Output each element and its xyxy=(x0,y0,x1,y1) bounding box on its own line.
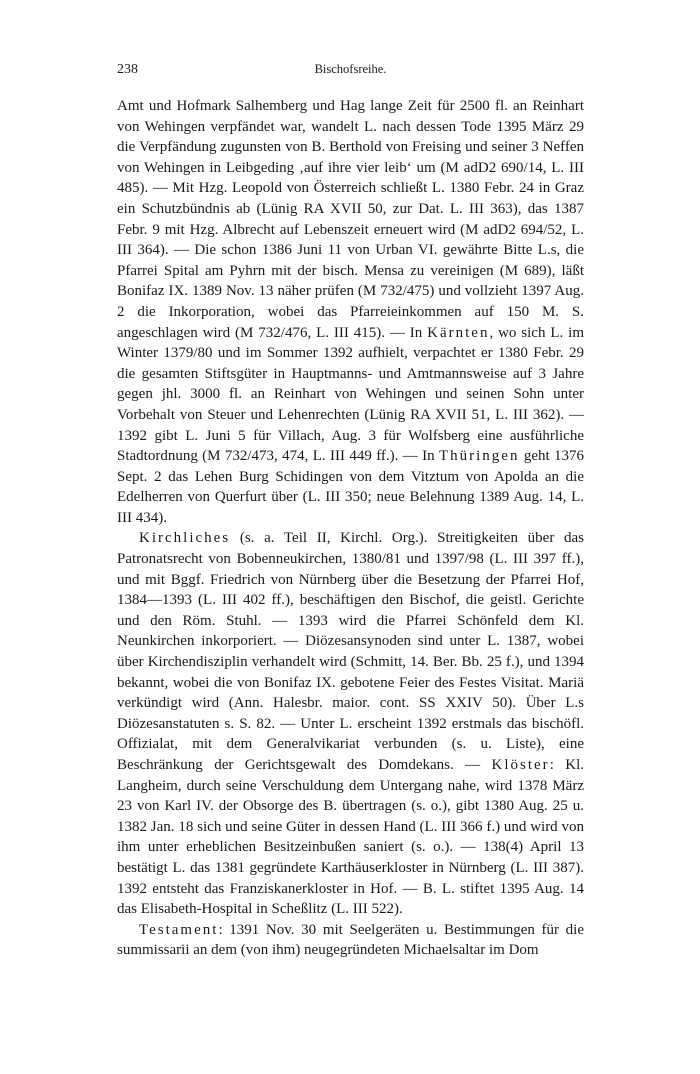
page-header xyxy=(117,62,584,84)
emphasized-term: Thüringen xyxy=(438,448,520,465)
paragraph xyxy=(117,96,584,528)
document-page xyxy=(117,62,584,961)
text-run: , wo sich L. im Winter 1379/80 und im Sommer 1392 aufhielt, verpachtet er 1380 Febr. 29 die gesamten Stiftsgüter in Hauptmanns- und Amtmannsweise auf 3 Jahre gegen jhl. 3000 fl. an Reinhart von Wehingen und seinen Sohn unter Vorbehalt von Steuer und Lehenrechten (Lünig RA XVII 51, L. III 362). — 1392 gibt L. Juni 5 für Villach, Aug. 3 für Wolfsberg eine ausführliche Stadtordnung (M 732/473, 474, L. III 449 ff.). — In xyxy=(117,324,584,465)
paragraph xyxy=(117,920,584,961)
text-run: : 1391 Nov. 30 mit Seelgeräten u. Bestimmungen für die summissarii an dem (von ihm) neugegründeten Michaelsaltar im Dom xyxy=(117,921,584,959)
emphasized-term: Kärnten xyxy=(427,324,490,341)
text-run: : Kl. Langheim, durch seine Verschuldung dem Untergang nahe, wird 1378 März 23 von Karl IV. der Obsorge des B. übertragen (s. o.), gibt 1380 Aug. 25 u. 1382 Jan. 18 sich und seine Güter in dessen Hand (L. III 366 f.) und wird von ihm unter erheblichen Besitzeinbußen saniert (s. o.). — 138(4) April 13 bestätigt L. das 1381 gegründete Karthäuserkloster in Nürnberg (L. III 387). 1392 entsteht das Franziskanerkloster in Hof. — B. L. stiftet 1395 Aug. 14 das Elisabeth-Hospital in Scheßlitz (L. III 522). xyxy=(117,757,584,918)
text-run: geht 1376 Sept. 2 das Lehen Burg Schidingen von dem Vitztum von Apolda an die Edelherren von Querfurt über (L. III 350; neue Belehnung 1389 Aug. 14, L. III 434). xyxy=(117,448,585,526)
body-text xyxy=(117,96,584,961)
section-heading-inline: Testament xyxy=(139,921,219,938)
text-run: (s. a. Teil II, Kirchl. Org.). Streitigkeiten über das Patronatsrecht von Bobenneukirchen, 1380/81 und 1397/98 (L. III 397 ff.), und mit Bggf. Friedrich von Nürnberg über die Besetzung der Pfarrei Hof, 1384—1393 (L. III 402 ff.), beschäftigen den Bischof, die geistl. Gerichte und den Röm. Stuhl. — 1393 wird die Pfarrei Schönfeld dem Kl. Neunkirchen inkorporiert. — Diözesansynoden sind unter L. 1387, wobei über Kirchendisziplin verhandelt wird (Schmitt, 14. Ber. Bb. 25 f.), und 1394 bekannt, wobei die von Bonifaz IX. gebotene Feier des Festes Visitat. Mariä verkündigt wird (Ann. Halesbr. maior. cont. SS XXIV 50). Über L.s Diözesanstatuten s. S. 82. — Unter L. erscheint 1392 erstmals das bischöfl. Offizialat, mit dem Generalvikariat verbunden (s. u. Liste), eine Beschränkung der Gerichtsgewalt des Domdekans. — xyxy=(117,530,584,773)
text-run: Amt und Hofmark Salhemberg und Hag lange Zeit für 2500 fl. an Reinhart von Wehingen verpfändet war, wandelt L. nach dessen Tode 1395 März 29 die Verpfändung zugunsten von B. Berthold von Freising und seiner 3 Neffen von Wehingen in Leibgeding ‚auf ihre vier leib‘ um (M adD2 690/14, L. III 485). — Mit Hzg. Leopold von Österreich schließt L. 1380 Febr. 24 in Graz ein Schutzbündnis ab (Lünig RA XVII 50, zur Dat. L. III 363), das 1387 Febr. 9 mit Hzg. Albrecht auf Lebenszeit erneuert wird (M adD2 694/52, L. III 364). — Die schon 1386 Juni 11 von Urban VI. gewährte Bitte L.s, die Pfarrei Spital am Pyhrn mit der bisch. Mensa zu vereinigen (M 689), läßt Bonifaz IX. 1389 Nov. 13 näher prüfen (M 732/475) und vollzieht 1397 Aug. 2 die Inkorporation, wobei das Pfarreieinkommen auf 150 M. S. angeschlagen wird (M 732/476, L. III 415). — In xyxy=(117,98,584,341)
page-number: 238 xyxy=(117,62,138,77)
paragraph xyxy=(117,528,584,919)
emphasized-term: Klöster xyxy=(491,757,550,773)
section-heading-inline: Kirchliches xyxy=(139,530,231,547)
running-head: Bischofsreihe. xyxy=(314,62,387,76)
